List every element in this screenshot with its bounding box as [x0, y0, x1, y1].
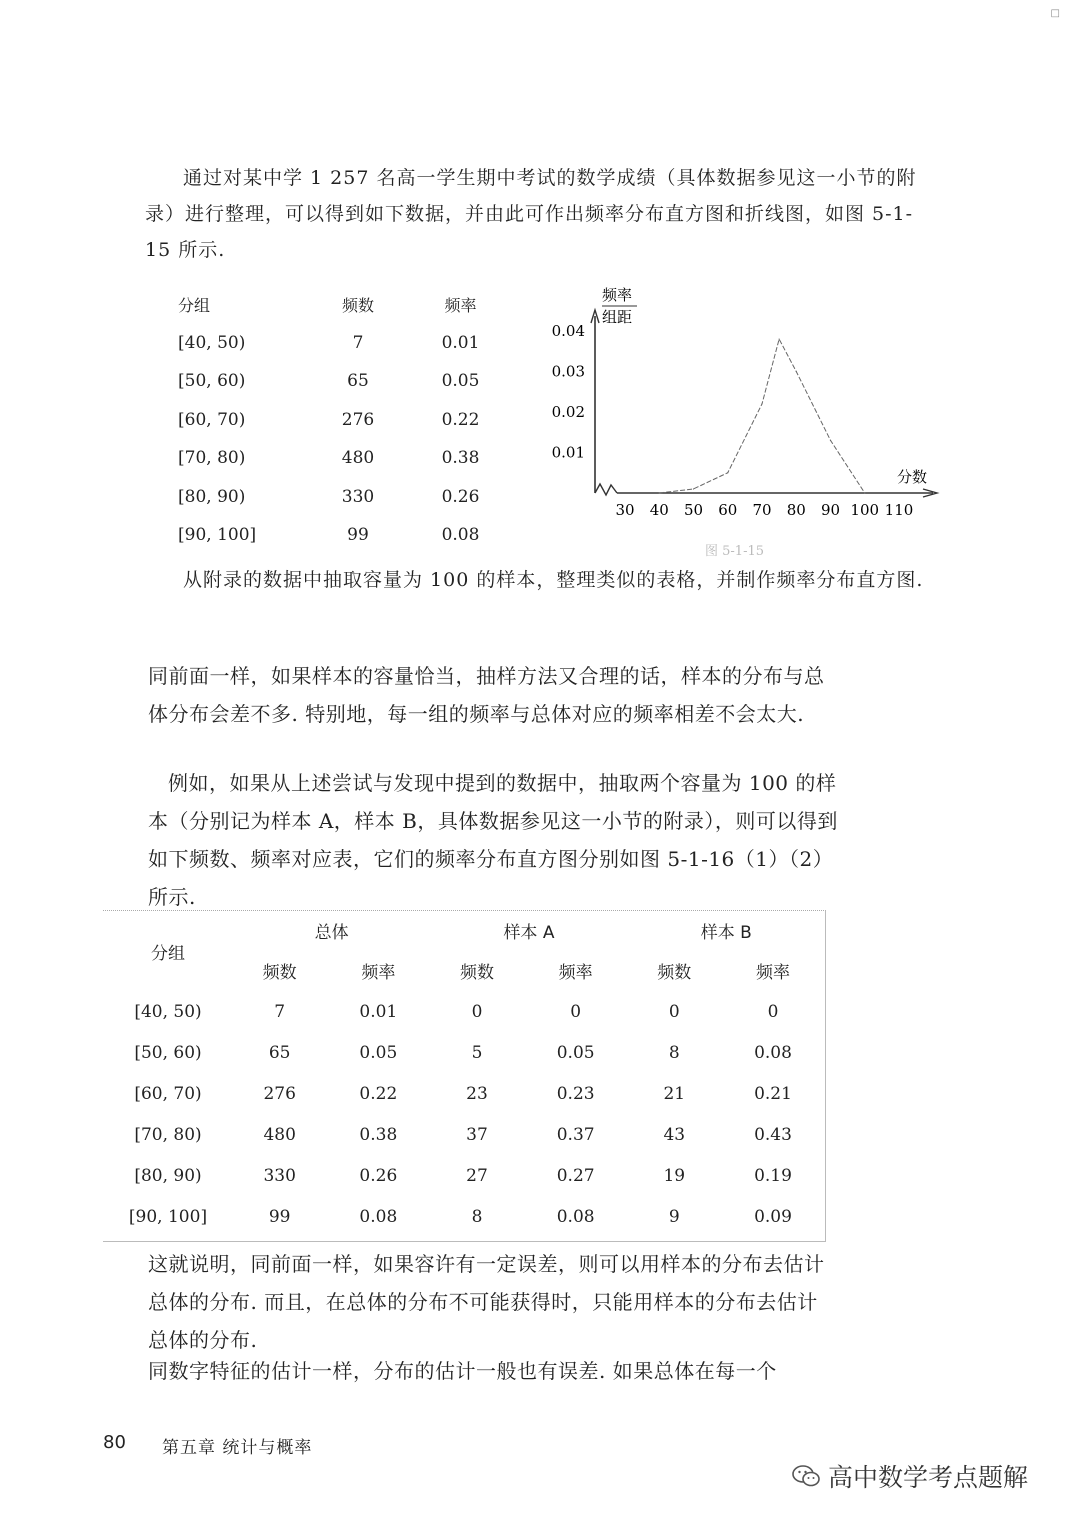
- value-cell: 0.27: [556, 1165, 595, 1186]
- value-cell: 0.09: [754, 1206, 792, 1227]
- table-row: [170, 401, 498, 440]
- value-cell: 8: [471, 1206, 483, 1227]
- comparison-table-top-header: [103, 911, 825, 949]
- table-row: [103, 991, 825, 1032]
- y-tick-label: 0.02: [551, 403, 585, 421]
- data-point: [693, 488, 694, 489]
- subheader-count: 频数: [459, 962, 494, 983]
- paragraph-d: [148, 1352, 838, 1390]
- wechat-icon: [792, 1465, 820, 1487]
- value-cell: 0.08: [754, 1042, 792, 1063]
- frequency-cell: 0.01: [441, 332, 480, 353]
- group-cell: [80, 90): [178, 486, 246, 507]
- paragraph-b-text: 例如，如果从上述尝试与发现中提到的数据中，抽取两个容量为 100 的样本（分别记为样本 A，样本 B，具体数据参见这一小节的附录），则可以得到如下频数、频率对应表，它们的频率分布直方图分别如图 5-1-16（1）（2）所示.: [148, 771, 838, 909]
- data-point: [761, 403, 762, 404]
- value-cell: 480: [263, 1124, 296, 1145]
- value-cell: 276: [263, 1083, 296, 1104]
- table-row: [170, 439, 498, 478]
- paragraph-c-text: 这就说明，同前面一样，如果容许有一定误差，则可以用样本的分布去估计总体的分布. 而且，在总体的分布不可能获得时，只能用样本的分布去估计总体的分布.: [148, 1252, 825, 1352]
- value-cell: 0.21: [754, 1083, 792, 1104]
- group-cell: [60, 70): [178, 409, 246, 430]
- watermark: [792, 1458, 1028, 1494]
- axis-break: [595, 484, 617, 495]
- page-number: 80: [103, 1432, 126, 1453]
- header-sample-b: 样本 B: [700, 922, 752, 943]
- value-cell: 0.38: [359, 1124, 398, 1145]
- table-row: [103, 1032, 825, 1073]
- table-row: [103, 1155, 825, 1196]
- data-point: [659, 492, 660, 493]
- frequency-cell: 0.26: [441, 486, 480, 507]
- subheader-count: 频数: [262, 962, 297, 983]
- header-population: 总体: [314, 922, 349, 943]
- value-cell: 0.08: [359, 1206, 398, 1227]
- value-cell: 0.43: [754, 1124, 792, 1145]
- comparison-table-frame: [103, 910, 826, 1242]
- count-cell: 480: [341, 448, 375, 469]
- x-tick-label: 50: [683, 501, 704, 519]
- header-sample-a: 样本 A: [503, 922, 555, 943]
- paragraph-b: [148, 764, 838, 916]
- group-cell: [40, 50): [178, 332, 246, 353]
- table-row: [103, 1073, 825, 1114]
- y-label-numerator: 频率: [602, 286, 633, 304]
- table-row: [103, 1114, 825, 1155]
- group-cell: [70, 80): [178, 448, 246, 469]
- header-group: 分组: [178, 295, 211, 315]
- frequency-table: [170, 285, 498, 555]
- subheader-frequency: 频率: [361, 962, 396, 983]
- subheader-count: 频数: [657, 962, 692, 983]
- intro-paragraph: 通过对某中学 1 257 名高一学生期中考试的数学成绩（具体数据参见这一小节的附录）进行整理，可以得到如下数据，并由此可作出频率分布直方图和折线图，如图 5-1-15 所示.: [145, 167, 917, 261]
- data-point: [796, 371, 797, 372]
- group-cell: [70, 80): [134, 1124, 202, 1145]
- x-tick-label: 110: [884, 501, 914, 519]
- value-cell: 5: [471, 1042, 483, 1063]
- value-cell: 23: [466, 1083, 488, 1104]
- header-frequency: 频率: [444, 295, 477, 315]
- header-group: 分组: [151, 943, 185, 964]
- frequency-cell: 0.08: [441, 525, 480, 546]
- value-cell: 43: [663, 1124, 686, 1145]
- value-cell: 99: [268, 1206, 291, 1227]
- frequency-cell: 0.05: [441, 371, 480, 392]
- value-cell: 0.01: [359, 1001, 398, 1022]
- group-cell: [80, 90): [134, 1165, 202, 1186]
- table-row: [170, 324, 498, 363]
- figure-caption: 图 5-1-15: [705, 544, 765, 559]
- y-tick-label: 0.04: [551, 322, 585, 340]
- x-tick-label: 80: [786, 501, 806, 519]
- group-cell: [40, 50): [134, 1001, 202, 1022]
- data-point: [830, 440, 831, 441]
- y-tick-label: 0.03: [551, 362, 585, 381]
- paragraph-d-text: 同数字特征的估计一样，分布的估计一般也有误差. 如果总体在每一个: [148, 1359, 777, 1383]
- group-cell: [90, 100]: [178, 525, 257, 546]
- value-cell: 19: [663, 1165, 686, 1186]
- x-tick-label: 90: [820, 501, 841, 519]
- frequency-table-header: [170, 285, 498, 324]
- x-tick-label: 30: [615, 501, 635, 519]
- subheader-frequency: 频率: [558, 962, 593, 983]
- x-tick-label: 70: [752, 501, 772, 519]
- value-cell: 21: [663, 1083, 686, 1104]
- value-cell: 0: [570, 1001, 582, 1022]
- value-cell: 0.05: [359, 1042, 398, 1063]
- group-cell: [60, 70): [134, 1083, 202, 1104]
- value-cell: 37: [466, 1124, 488, 1145]
- frequency-cell: 0.22: [441, 409, 480, 430]
- frequency-cell: 0.38: [441, 448, 480, 469]
- paragraph-a-text: 同前面一样，如果样本的容量恰当，抽样方法又合理的话，样本的分布与总体分布会差不多. 特别地，每一组的频率与总体对应的频率相差不会太大.: [148, 664, 825, 726]
- data-point: [864, 492, 865, 493]
- x-tick-label: 100: [850, 501, 880, 519]
- subheader-frequency: 频率: [755, 962, 790, 983]
- count-cell: 276: [341, 409, 375, 430]
- value-cell: 0.23: [556, 1083, 595, 1104]
- group-cell: [50, 60): [134, 1042, 202, 1063]
- chapter-title: 第五章 统计与概率: [162, 1438, 313, 1458]
- count-cell: 65: [347, 371, 369, 392]
- table-row: [170, 516, 498, 555]
- value-cell: 9: [668, 1206, 680, 1227]
- value-cell: 0: [767, 1001, 779, 1022]
- value-cell: 27: [466, 1165, 488, 1186]
- value-cell: 8: [668, 1042, 680, 1063]
- value-cell: 0: [668, 1001, 680, 1022]
- value-cell: 65: [268, 1042, 291, 1063]
- task-paragraph: 从附录的数据中抽取容量为 100 的样本，整理类似的表格，并制作频率分布直方图.: [183, 569, 924, 591]
- paragraph-c: [148, 1245, 838, 1359]
- frequency-polygon-line: [659, 339, 865, 493]
- table-row: [170, 362, 498, 401]
- value-cell: 0: [471, 1001, 483, 1022]
- count-cell: 7: [352, 332, 364, 353]
- x-tick-label: 40: [649, 501, 669, 519]
- watermark-text: 高中数学考点题解: [828, 1463, 1029, 1492]
- value-cell: 0.08: [556, 1206, 595, 1227]
- data-point: [727, 472, 728, 473]
- header-count: 频数: [341, 295, 374, 315]
- value-cell: 0.05: [556, 1042, 595, 1063]
- frequency-polygon-chart: [545, 280, 945, 530]
- x-tick-label: 60: [718, 501, 738, 519]
- value-cell: 0.26: [359, 1165, 398, 1186]
- value-cell: 0.19: [754, 1165, 792, 1186]
- comparison-table: [103, 911, 825, 1237]
- value-cell: 330: [263, 1165, 296, 1186]
- y-tick-label: 0.01: [551, 443, 585, 462]
- value-cell: 7: [274, 1001, 286, 1022]
- value-cell: 0.37: [556, 1124, 595, 1145]
- table-row: [103, 1196, 825, 1237]
- corner-mark: □: [1050, 8, 1060, 19]
- table-row: [170, 478, 498, 517]
- count-cell: 99: [347, 525, 369, 546]
- count-cell: 330: [341, 486, 375, 507]
- paragraph-a: [148, 657, 838, 733]
- y-label-denominator: 组距: [602, 308, 633, 326]
- value-cell: 0.22: [359, 1083, 398, 1104]
- group-cell: [50, 60): [178, 371, 246, 392]
- group-cell: [90, 100]: [128, 1206, 208, 1227]
- data-point: [779, 339, 780, 340]
- x-axis-label: 分数: [897, 468, 928, 486]
